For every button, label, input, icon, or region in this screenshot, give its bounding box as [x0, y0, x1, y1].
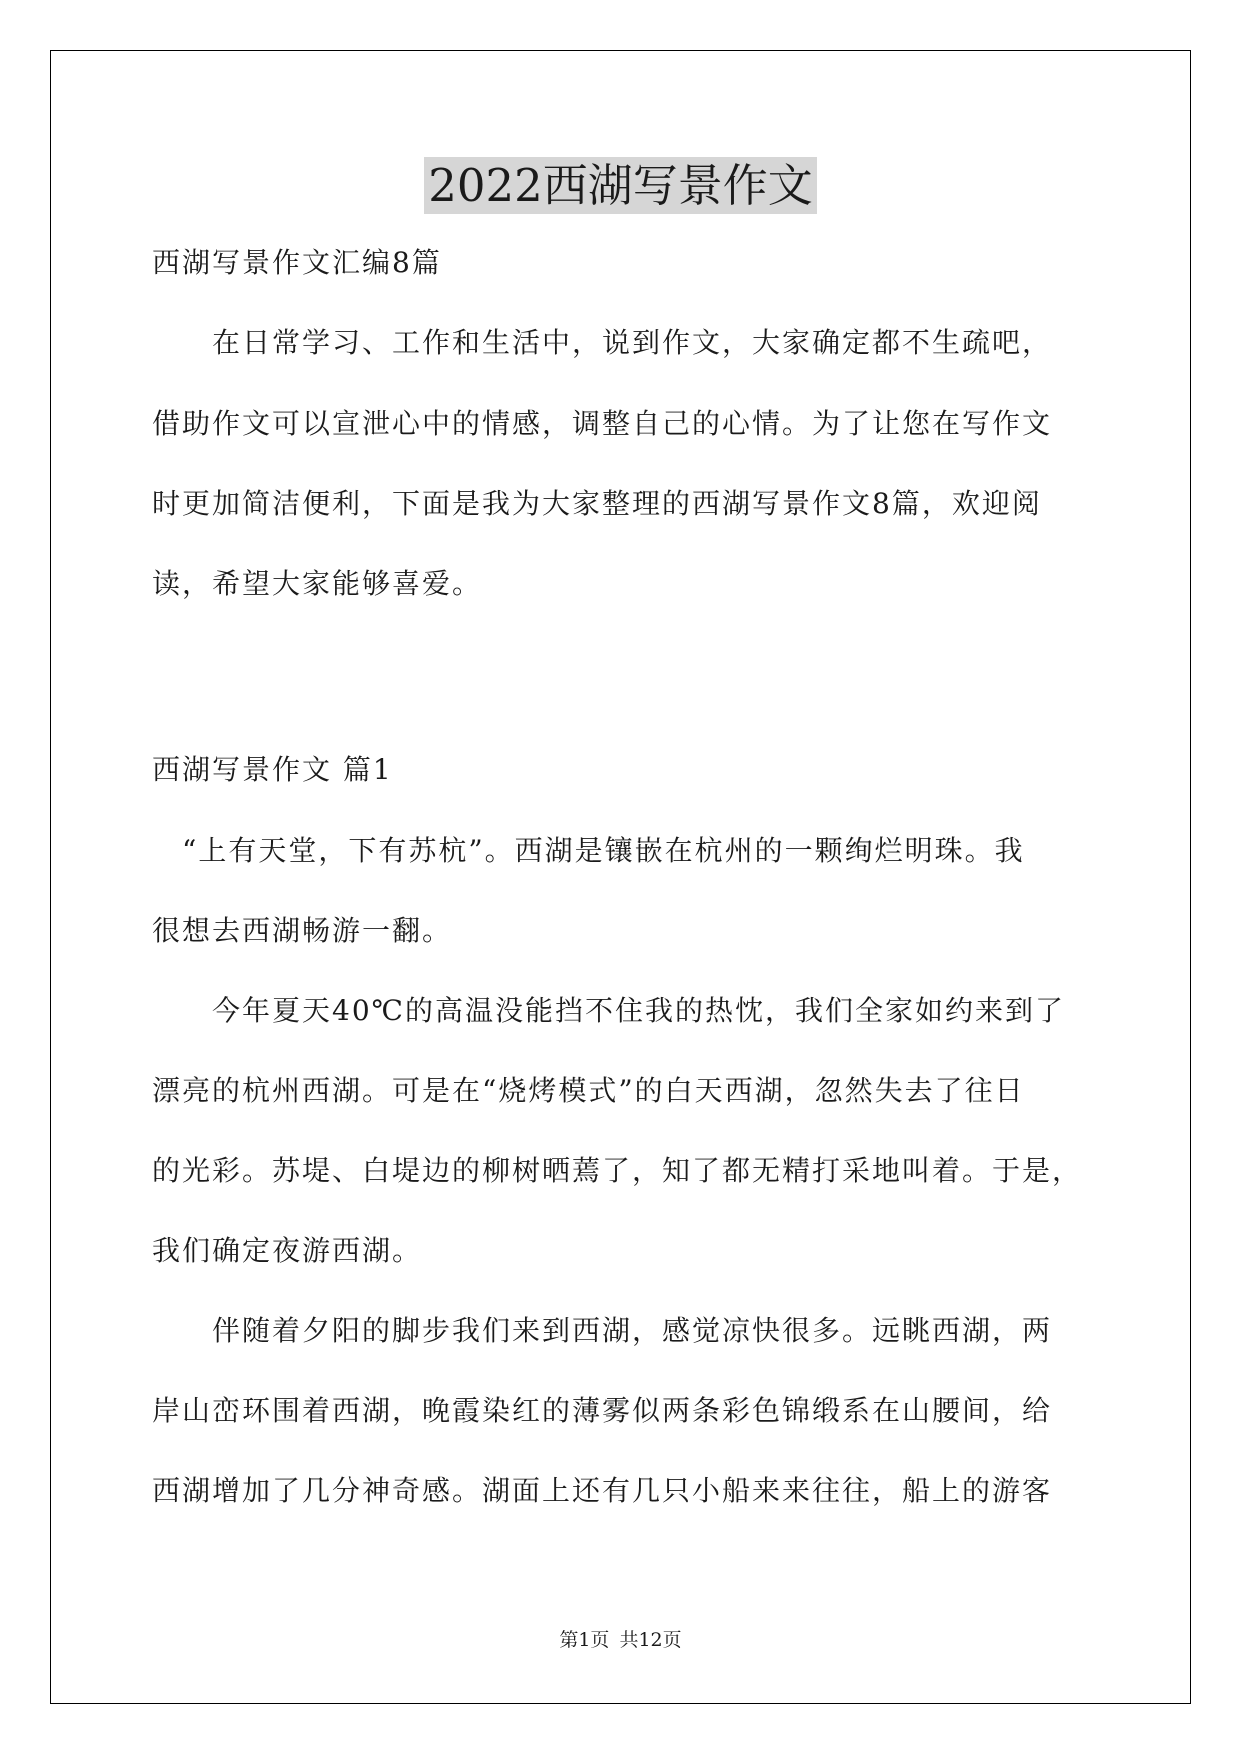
text-line-15: 西湖增加了几分神奇感。湖面上还有几只小船来来往往，船上的游客	[152, 1474, 1053, 1507]
text-line-12: 我们确定夜游西湖。	[152, 1234, 423, 1267]
text-line-8: 很想去西湖畅游一翻。	[152, 914, 453, 947]
page-number: 第1页	[559, 1629, 610, 1651]
text-line-4: 时更加简洁便利，下面是我为大家整理的西湖写景作文8篇，欢迎阅	[152, 487, 1042, 520]
text-line-2: 在日常学习、工作和生活中，说到作文，大家确定都不生疏吧，	[152, 326, 1053, 359]
text-line-5: 读，希望大家能够喜爱。	[152, 567, 483, 600]
page-footer	[0, 1628, 1241, 1652]
text-line-10: 漂亮的杭州西湖。可是在“烧烤模式”的白天西湖，忽然失去了往日	[152, 1074, 1025, 1107]
text-line-9: 今年夏天40℃的高温没能挡不住我的热忱，我们全家如约来到了	[152, 994, 1065, 1027]
section-heading: 西湖写景作文 篇1	[152, 753, 393, 786]
text-line-14: 岸山峦环围着西湖，晚霞染红的薄雾似两条彩色锦缎系在山腰间，给	[152, 1394, 1053, 1427]
page-border	[50, 50, 1191, 1704]
text-line-1: 西湖写景作文汇编8篇	[152, 246, 442, 279]
document-title-text: 2022西湖写景作文	[424, 157, 817, 214]
text-line-11: 的光彩。苏堤、白堤边的柳树晒蔫了，知了都无精打采地叫着。于是，	[152, 1154, 1083, 1187]
page-total: 共12页	[619, 1629, 682, 1651]
text-line-7: “上有天堂，下有苏杭”。西湖是镶嵌在杭州的一颗绚烂明珠。我	[152, 834, 1025, 867]
document-title	[0, 158, 1241, 214]
text-line-13: 伴随着夕阳的脚步我们来到西湖，感觉凉快很多。远眺西湖，两	[152, 1314, 1053, 1347]
text-line-3: 借助作文可以宣泄心中的情感，调整自己的心情。为了让您在写作文	[152, 407, 1053, 440]
